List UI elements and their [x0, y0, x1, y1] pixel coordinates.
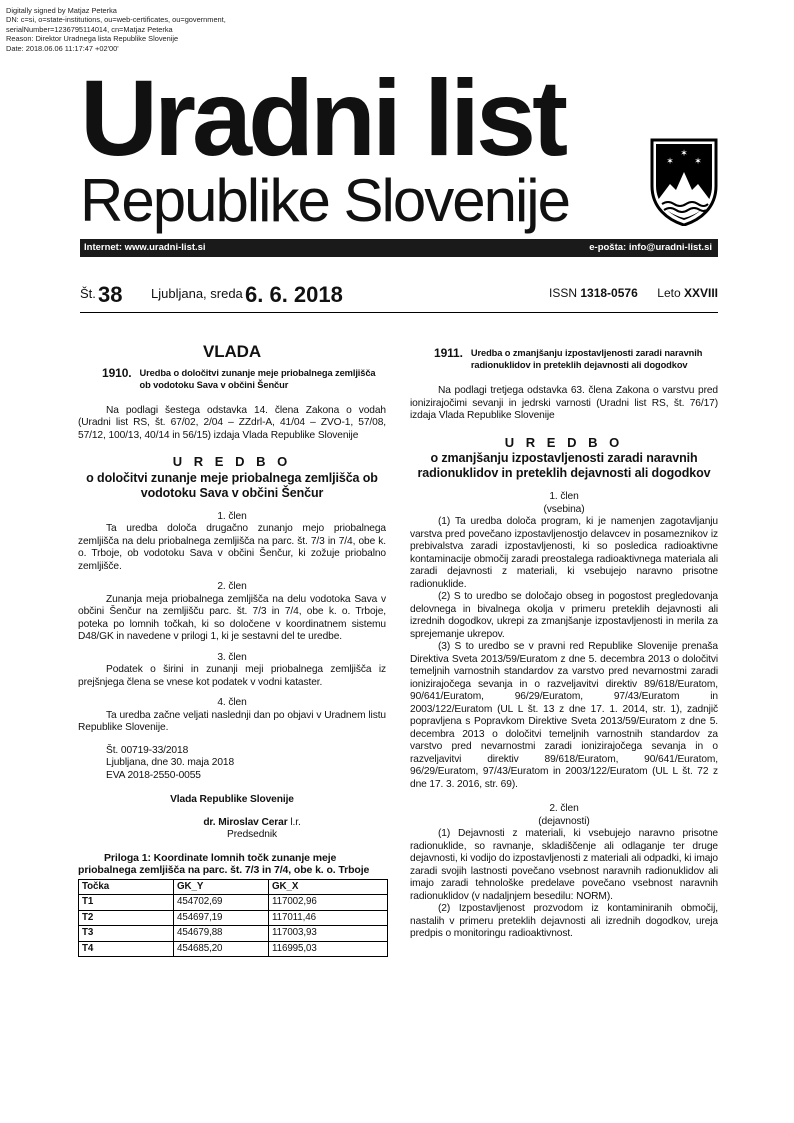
table-cell: T3: [79, 926, 174, 942]
act-title: Uredba o zmanjšanju izpostavljenosti zaradi naravnih radionuklidov in preteklih dejavnosti ali dogodkov: [470, 348, 703, 370]
table-row: [79, 895, 388, 911]
volume-value: XXVIII: [683, 286, 718, 300]
article-paragraph: (3) S to uredbo se v pravni red Republike Slovenije prenaša Direktiva Sveta 2013/59/Euratom z dne 5. decembra 2013 o določitvi temeljnih varnostnih standardov za varstvo pred nevarnostmi zaradi ionizirajočega sevanja in o razveljavitvi direktiv 89/618/Euratom, 90/641/Euratom, 96/29/Euratom, 97/43/Euratom in 2003/122/Euratom (UL L št. 13 z dne 17. 1. 2014, str. 1), zadnjič popravljena s Popravkom Direktive Sveta 2013/59/Euratom z dne 5. decembra 2013 o določitvi temeljnih varnostnih standardov za varstvo pred nevarnostmi zaradi ionizirajočega sevanja in o razveljavitvi direktiv 89/618/Euratom, 90/641/Euratom, 96/29/Euratom, 97/43/Euratom in 2003/122/Euratom (UL L št. 72 z dne 17. 3. 2016, str. 69).: [410, 641, 718, 790]
table-row: [79, 910, 388, 926]
article-heading: 4. člen: [217, 697, 247, 708]
table-cell: 454685,20: [174, 941, 269, 957]
issue-line: [80, 282, 718, 310]
table-cell: 117011,46: [269, 910, 388, 926]
signer-suffix: l.r.: [287, 816, 301, 828]
issue-date: 6. 6. 2018: [245, 282, 343, 307]
decree-title: o določitvi zunanje meje priobalnega zemljišča ob vodotoku Sava v občini Šenčur: [86, 470, 378, 500]
table-cell: 454697,19: [174, 910, 269, 926]
issue-number-label: Št.: [80, 286, 96, 301]
reference-block: [78, 745, 386, 783]
article-subheading: (dejavnosti): [538, 815, 590, 827]
table-header: Točka: [79, 879, 174, 895]
signature-line: Digitally signed by Matjaz Peterka: [6, 6, 117, 15]
article-heading: 1. člen: [217, 510, 247, 522]
table-cell: T2: [79, 910, 174, 926]
act-number: 1910.: [102, 365, 132, 380]
signature-line: serialNumber=1236795114014, cn=Matjaz Peterka: [6, 24, 173, 34]
article-subheading: (vsebina): [543, 503, 585, 515]
article-heading: 3. člen: [217, 651, 247, 663]
svg-text:✶: ✶: [680, 149, 688, 159]
issue-number: 38: [98, 282, 123, 307]
coat-of-arms-icon: [650, 138, 718, 226]
reference-eva: EVA 2018-2550-0055: [106, 769, 201, 781]
table-header: GK_X: [269, 879, 388, 895]
article-text: Podatek o širini in zunanji meji priobalnega zemljišča iz prejšnjega člena se vnese kot podatek v vodni kataster.: [78, 664, 386, 688]
svg-text:✶: ✶: [666, 157, 674, 167]
masthead-subtitle: Republike Slovenije: [80, 167, 569, 234]
issn-label: ISSN: [549, 286, 578, 300]
signature-line: DN: c=si, o=state-institutions, ou=web-certificates, ou=government,: [6, 15, 226, 25]
masthead-title: Uradni list: [80, 57, 565, 178]
table-cell: 117003,93: [269, 926, 388, 942]
coordinates-table: [78, 879, 388, 958]
digital-signature: [6, 6, 226, 53]
table-cell: 454702,69: [174, 895, 269, 911]
svg-text:✶: ✶: [694, 157, 702, 167]
signature-line: Date: 2018.06.06 11:17:47 +02'00': [6, 43, 119, 53]
masthead-bar: [80, 239, 718, 257]
table-cell: 117002,96: [269, 895, 388, 911]
section-heading: VLADA: [202, 342, 262, 361]
article-paragraph: (1) Dejavnosti z materiali, ki vsebujejo naravno prisotne radionuklide, so ravnanje, skladiščenje ali odlaganje ter druge dejavnosti, ki vodijo do izpostavljenosti z materiali ali odpadki, ki imajo zaradi svojih lastnosti povečano vsebnost naravnih radionuklidov ali imajo zaradi tehnološke predelave povečano vsebnost naravnih radionuklidov (v nadaljnjem besedilu: NORM).: [410, 828, 718, 902]
article-paragraph: (2) S to uredbo se določajo obseg in pogostost pregledovanja delovnega in bivalnega okolja v primeru preteklih dejavnosti ali izrednih dogodkov, ukrepi za zmanjšanje izpostavljenosti in merila za sprejemanje ukrepov.: [410, 591, 718, 640]
signer-role: Predsednik: [227, 829, 277, 840]
act-title: Uredba o določitvi zunanje meje priobalnega zemljišča ob vodotoku Sava v občini Šenčur: [139, 367, 376, 390]
issn: [549, 286, 638, 300]
article-heading: 2. člen: [217, 581, 247, 592]
divider: [80, 312, 718, 313]
table-row: [79, 941, 388, 957]
table-cell: 116995,03: [269, 941, 388, 957]
article-paragraph: (2) Izpostavljenost prozvodom iz kontaminiranih območij, nastalih v primeru preteklih dejavnosti ali izrednih dogodkov, ureja predpis o monitoringu radioaktivnost.: [410, 903, 718, 939]
volume: [657, 286, 718, 300]
act-heading: [410, 347, 718, 371]
table-header: GK_Y: [174, 879, 269, 895]
act-heading: [78, 367, 386, 391]
article-text: Zunanja meja priobalnega zemljišča na delu vodotoka Sava v občini Šenčur na zemljišču parc. št. 7/3 in 7/4, obe k. o. Trboje, poteka po lomnih točkah, ki so določene v koordinatnem sistemu D48/GK in navedene v prilogi 1, ki je sestavni del te uredbe.: [78, 593, 386, 642]
decree-heading: U R E D B O: [172, 454, 292, 469]
volume-label: Leto: [657, 286, 681, 300]
preamble: Na podlagi šestega odstavka 14. člena Zakona o vodah (Uradni list RS, št. 67/02, 2/04 – ZZdrl-A, 41/04 – ZVO-1, 57/08, 57/12, 100/13, 40/14 in 56/15) izdaja Vlada Republike Slovenije: [78, 404, 386, 441]
table-cell: 454679,88: [174, 926, 269, 942]
preamble: Na podlagi tretjega odstavka 63. člena Zakona o varstvu pred ionizirajočimi sevanji in jedrski varnosti (Uradni list RS, št. 76/17) izdaja Vlada Republike Slovenije: [410, 385, 718, 421]
table-cell: T1: [79, 895, 174, 911]
act-number: 1911.: [434, 346, 463, 360]
website-link[interactable]: Internet: www.uradni-list.si: [84, 242, 206, 253]
government-name: Vlada Republike Slovenije: [170, 794, 294, 805]
article-heading: 2. člen: [549, 803, 579, 814]
decree-title: o zmanjšanju izpostavljenosti zaradi naravnih radionuklidov in preteklih dejavnosti ali dogodkov: [417, 451, 711, 480]
signer-name: dr. Miroslav Cerar: [203, 816, 288, 828]
signer: [78, 817, 386, 842]
reference-number: Št. 00719-33/2018: [106, 744, 189, 756]
table-cell: T4: [79, 941, 174, 957]
issn-value: 1318-0576: [580, 286, 638, 300]
table-row: [79, 926, 388, 942]
email-link[interactable]: e-pošta: info@uradni-list.si: [589, 242, 712, 253]
decree-heading: U R E D B O: [504, 434, 624, 450]
reference-date: Ljubljana, dne 30. maja 2018: [106, 757, 235, 768]
issue-city-day: Ljubljana, sreda: [151, 286, 243, 301]
article-paragraph: (1) Ta uredba določa program, ki je namenjen zagotavljanju varstva pred povečano izpostavljenostjo delavcev in posameznikov iz prebivalstva zaradi izpostavljenosti, ki so posledica radioaktivne kontaminacije območij zaradi preostalega radioaktivnega materiala ali zaradi dejavnosti z materiali, ki vsebujejo naravno prisotne radionuklide.: [410, 516, 718, 590]
right-column: [410, 347, 718, 941]
left-column: [78, 340, 386, 957]
article-text: Ta uredba začne veljati naslednji dan po objavi v Uradnem listu Republike Slovenije.: [78, 709, 386, 733]
article-text: Ta uredba določa drugačno zunanjo mejo priobalnega zemljišča na delu priobalnega zemljišča na parc. št. 7/3 in 7/4, obe k. o. Trboje, ob vodotoku Sava v občini Šenčur, ki zožuje priobalno zemljišče.: [78, 523, 386, 572]
table-header-row: [79, 879, 388, 895]
article-heading: 1. člen: [549, 491, 579, 502]
annex-title: Priloga 1: Koordinate lomnih točk zunanje meje priobalnega zemljišča na parc. št. 7/3 in 7/4, obe k. o. Trboje: [78, 851, 370, 876]
signature-line: Reason: Direktor Uradnega lista Republike Slovenije: [6, 34, 179, 44]
